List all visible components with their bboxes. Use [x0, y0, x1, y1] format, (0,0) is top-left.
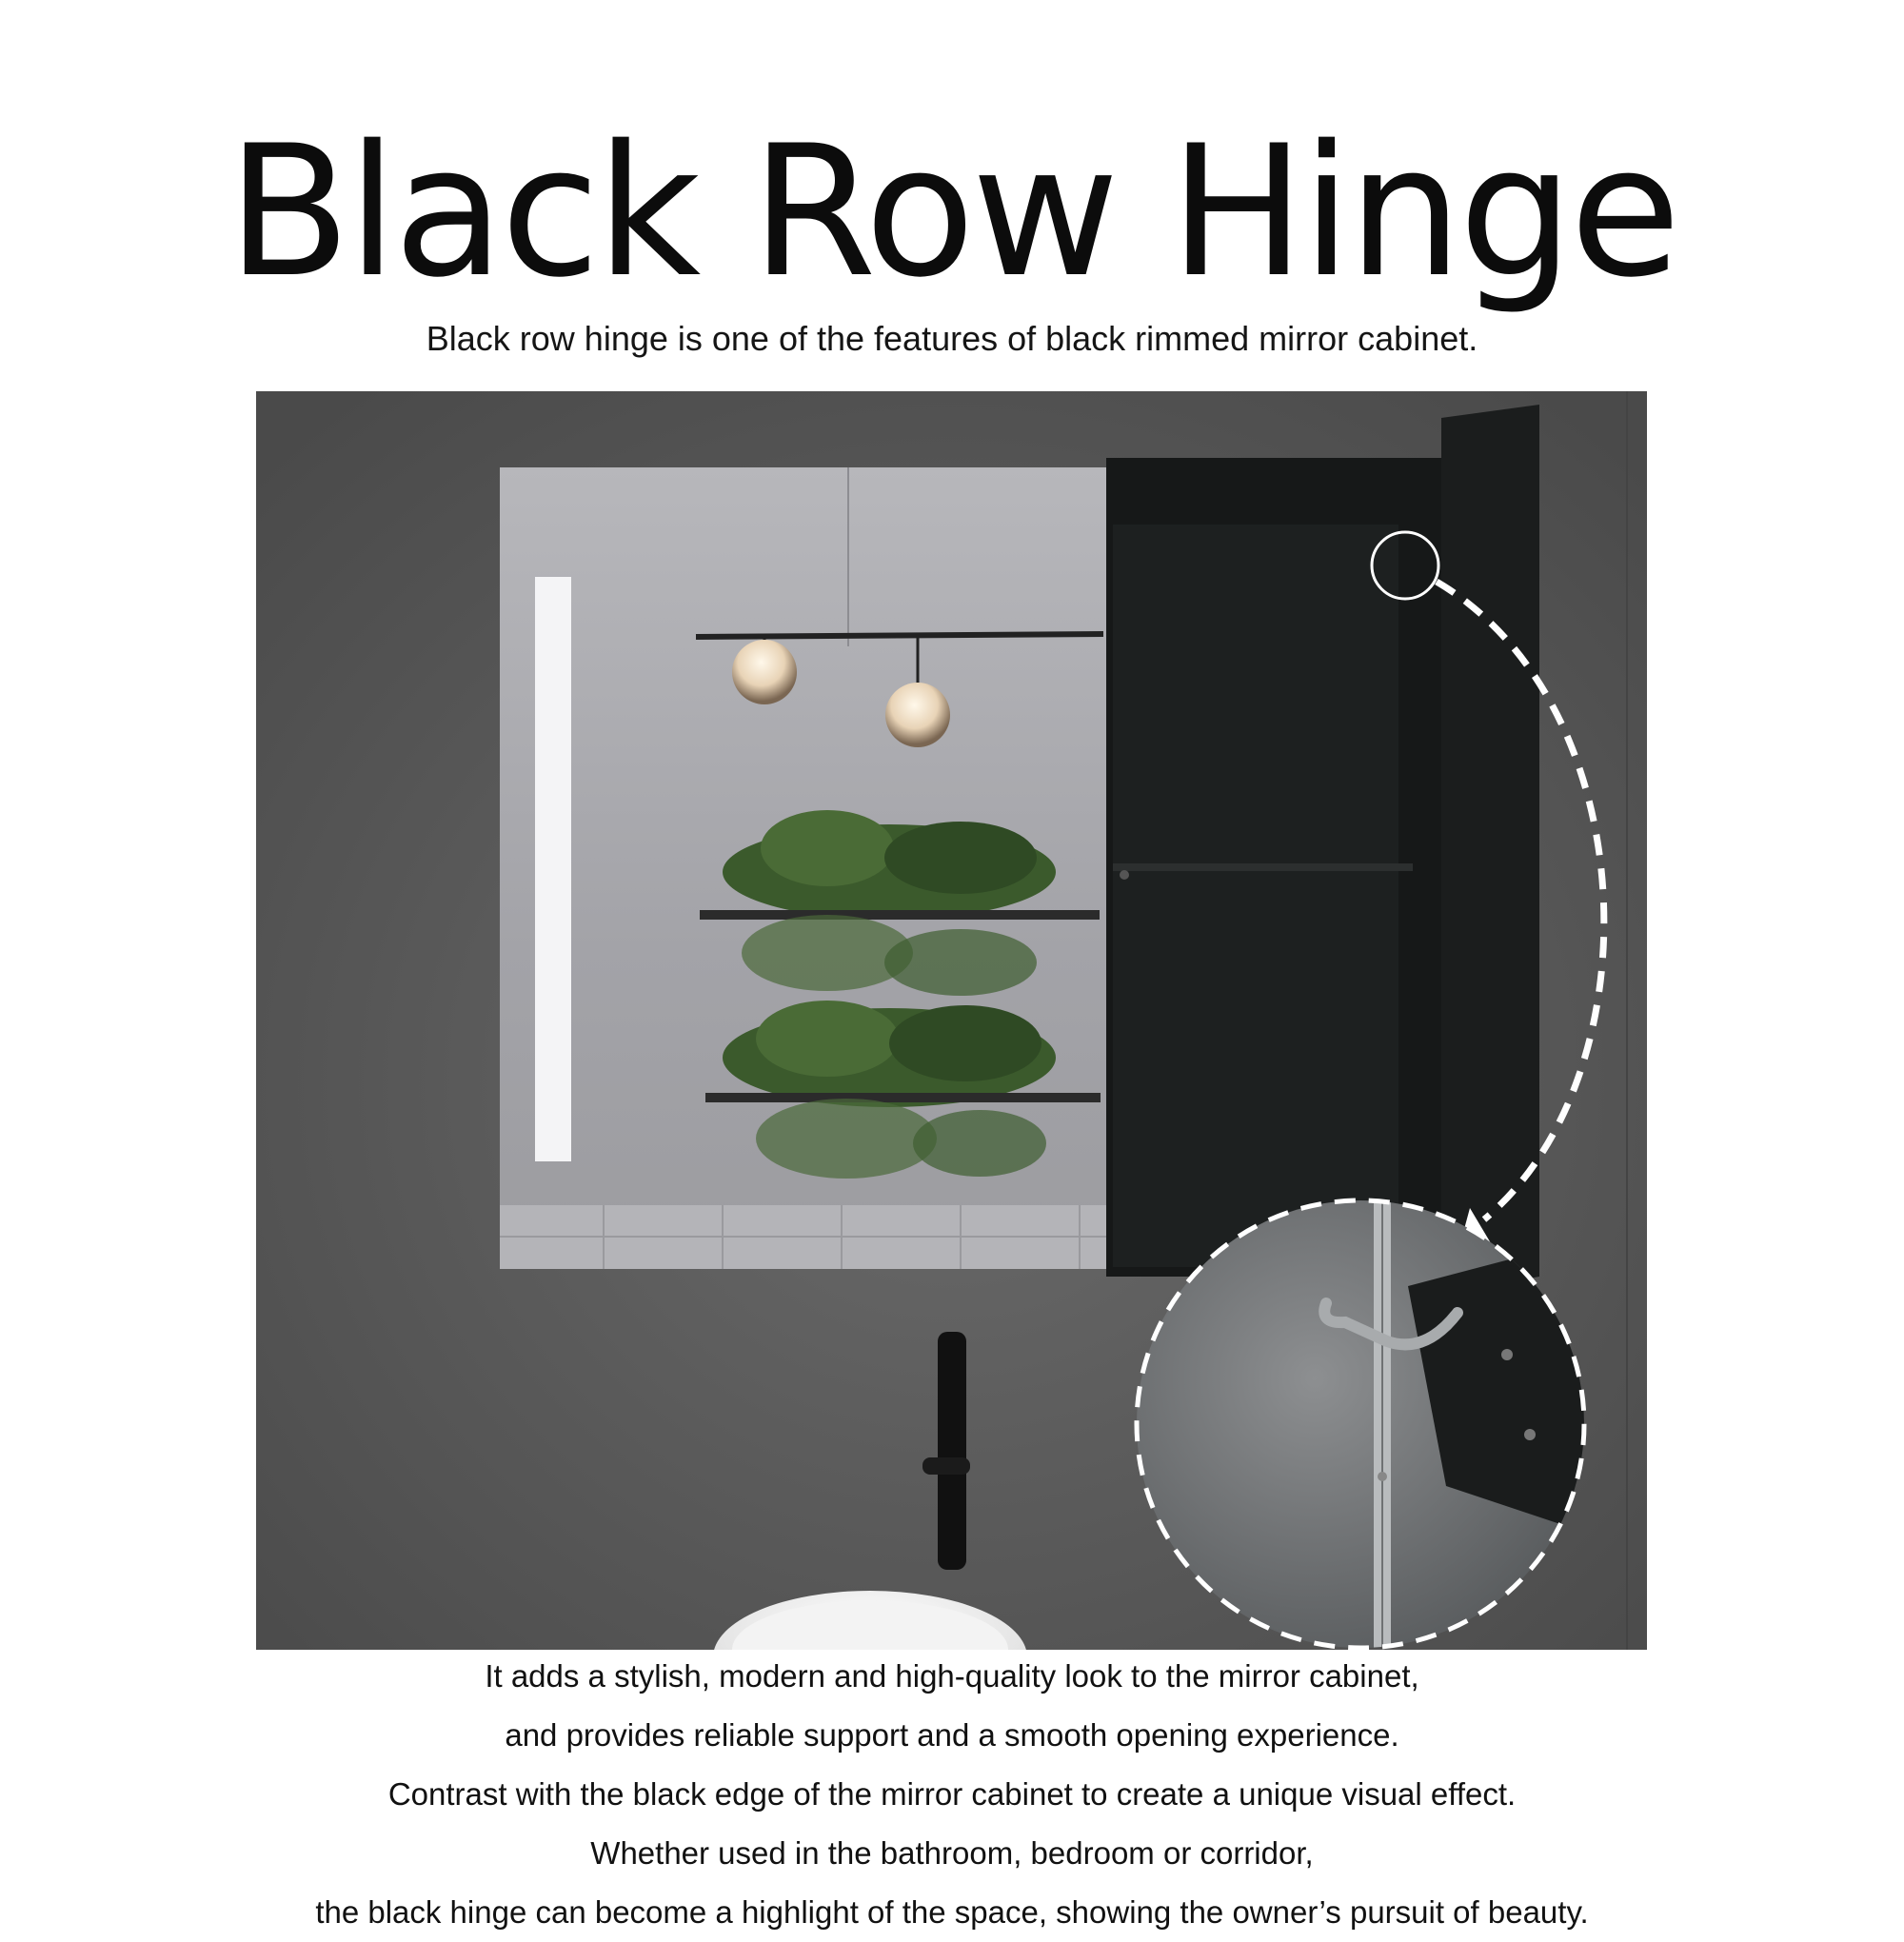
page-title: Black Row Hinge — [227, 107, 1677, 317]
page-subtitle: Black row hinge is one of the features of black rimmed mirror cabinet. — [426, 319, 1478, 358]
description-line: the black hinge can become a highlight of the space, showing the owner’s pursuit of beauty. — [315, 1894, 1589, 1930]
description-line: Whether used in the bathroom, bedroom or corridor, — [590, 1835, 1314, 1871]
description-line: and provides reliable support and a smooth opening experience. — [505, 1717, 1399, 1753]
pendant-lamp — [885, 683, 950, 747]
led-strip — [535, 577, 571, 1161]
pendant-lamp — [732, 640, 797, 704]
product-photo — [256, 391, 1647, 1650]
description-line: It adds a stylish, modern and high-quality look to the mirror cabinet, — [485, 1658, 1419, 1694]
description-block — [0, 1647, 1904, 1942]
cabinet-door — [1441, 405, 1539, 1294]
description-line: Contrast with the black edge of the mirror cabinet to create a unique visual effect. — [387, 1776, 1517, 1812]
